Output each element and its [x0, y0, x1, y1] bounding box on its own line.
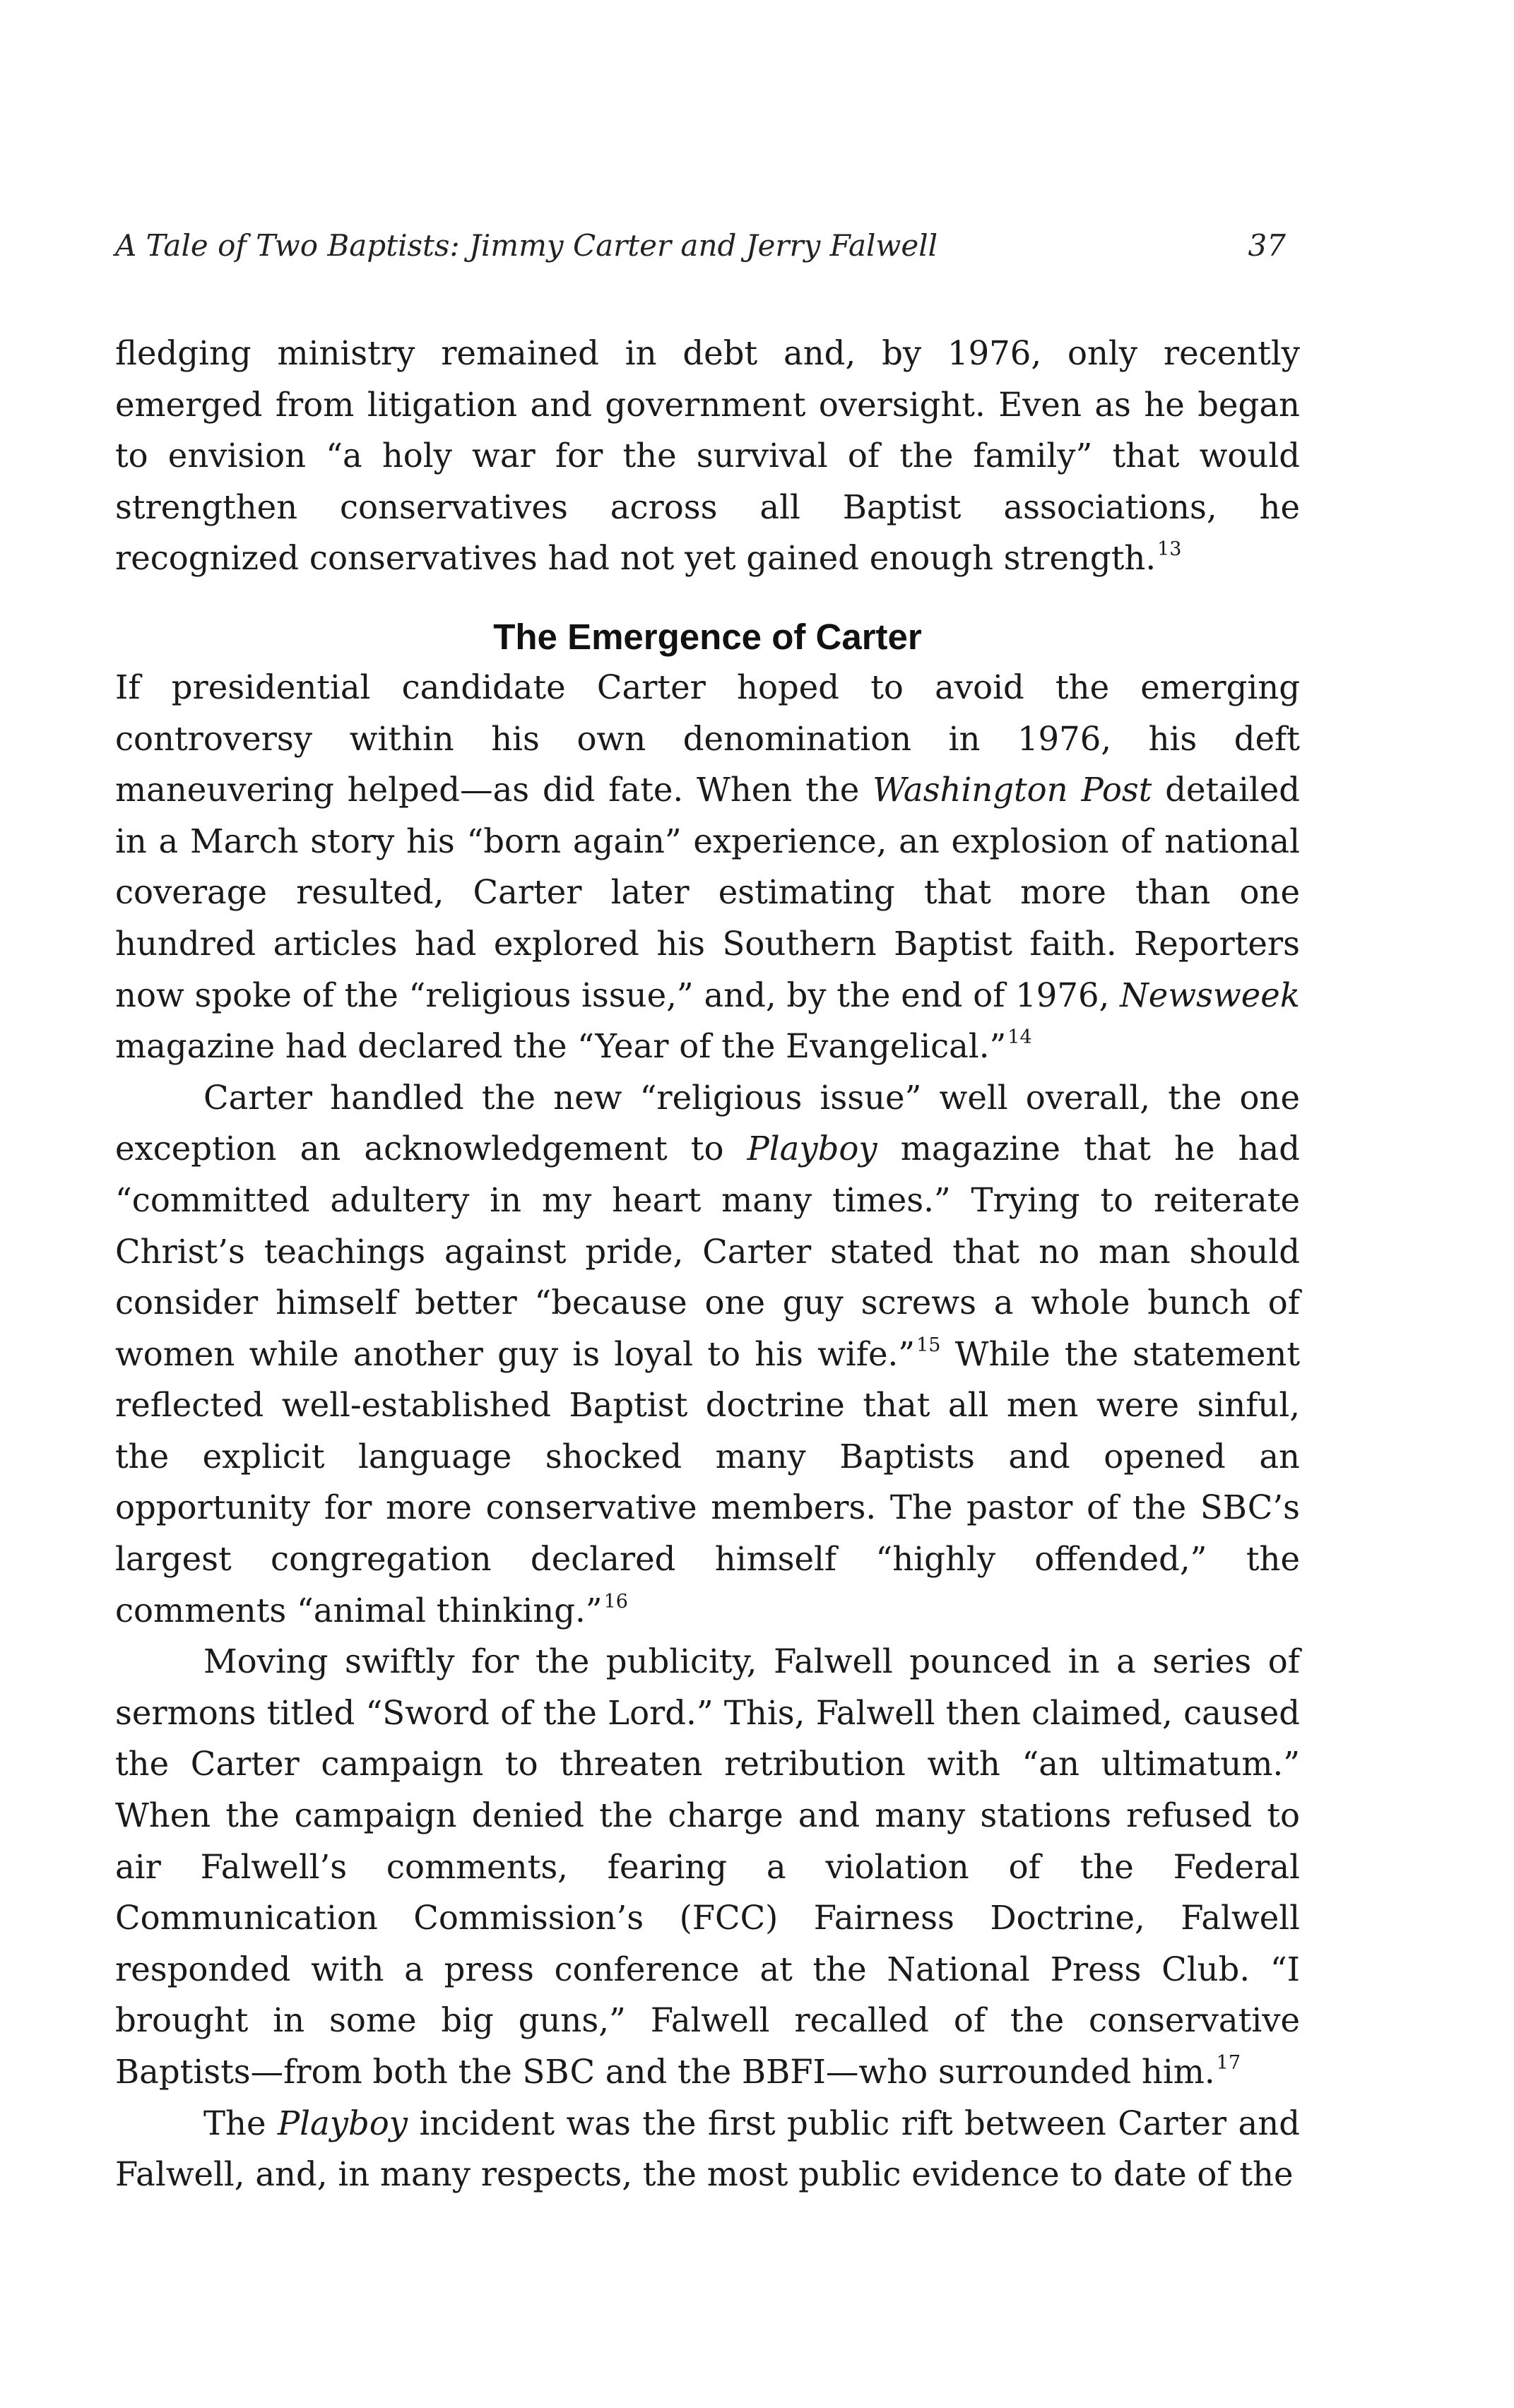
book-page [115, 226, 1300, 2200]
paragraph-text: The [203, 2104, 278, 2142]
paragraph-text: Moving swiftly for the publicity, Falwell pounced in a series of sermons titled “Sword of the Lord.” This, Falwell then claimed, caused the Carter campaign to threaten retribution with “an ultimatum.” When the campaign denied the charge and many stations refused to air Falwell’s comments, fearing a violation of the Federal Communication Commission’s (FCC) Fairness Doctrine, Falwell responded with a press conference at the National Press Club. “I brought in some big guns,” Falwell recalled of the conservative Baptists—from both the SBC and the BBFI—who surrounded him. [115, 1642, 1300, 2091]
footnote-ref-16: 16 [603, 1590, 628, 1613]
footnote-ref-14: 14 [1007, 1026, 1032, 1049]
paragraph-text: While the statement reflected well-established Baptist doctrine that all men were sinful, the explicit language shocked many Baptists and opened an opportunity for more conservative members. The pastor of the SBC’s largest congregation declared himself “highly offended,” the comments “animal thinking.” [115, 1334, 1301, 1630]
paragraph-text: detailed in a March story his “born again” experience, an explosion of national coverage resulted, Carter later estimating that more than one hundred articles had explored his Southern Baptist faith. Reporters now spoke of the “religious issue,” and, by the end of 1976, [115, 771, 1300, 1014]
footnote-ref-17: 17 [1216, 2052, 1241, 2074]
paragraph-text: fledging ministry remained in debt and, by 1976, only recently emerged from litigation and government oversight. Even as he began to envision “a holy war for the survival of the family” that would strengthen conservatives across all Baptist associations, he recognized conservatives had not yet gained enough strength. [115, 334, 1300, 578]
running-header [115, 226, 1300, 266]
paragraph-continued [115, 328, 1300, 584]
paragraph-text: magazine that he had “committed adultery in my heart many times.” Trying to reiterate Christ’s teachings against pride, Carter stated that no man should consider himself better “because one guy screws a whole bunch of women while another guy is loyal to his wife.” [115, 1129, 1300, 1373]
italic-title-playboy: Playboy [277, 2104, 408, 2142]
paragraph-falwell-response [115, 1636, 1300, 2097]
italic-title-newsweek: Newsweek [1120, 975, 1300, 1014]
paragraph-playboy-incident [115, 2098, 1300, 2200]
italic-title-washington-post: Washington Post [873, 771, 1152, 809]
paragraph-text: magazine had declared the “Year of the Evangelical.” [115, 1027, 1007, 1066]
page-number: 37 [1248, 228, 1286, 263]
italic-title-playboy: Playboy [747, 1129, 877, 1168]
footnote-ref-15: 15 [916, 1334, 941, 1356]
footnote-ref-13: 13 [1157, 538, 1182, 561]
section-heading: The Emergence of Carter [493, 616, 922, 657]
paragraph-text: incident was the first public rift between Carter and Falwell, and, in many respects, the most public evidence to date of the [115, 2104, 1300, 2194]
paragraph-text: If presidential candidate Carter hoped to avoid the emerging controversy within his own denomination in 1976, his deft maneuvering helped—as did fate. When the [115, 668, 1300, 809]
running-title: A Tale of Two Baptists: Jimmy Carter and Jerry Falwell [115, 228, 938, 263]
paragraph-religious-issue [115, 1072, 1300, 1637]
paragraph-emergence [115, 662, 1300, 1072]
paragraph-text: Carter handled the new “religious issue” well overall, the one exception an acknowledgement to [115, 1078, 1300, 1168]
